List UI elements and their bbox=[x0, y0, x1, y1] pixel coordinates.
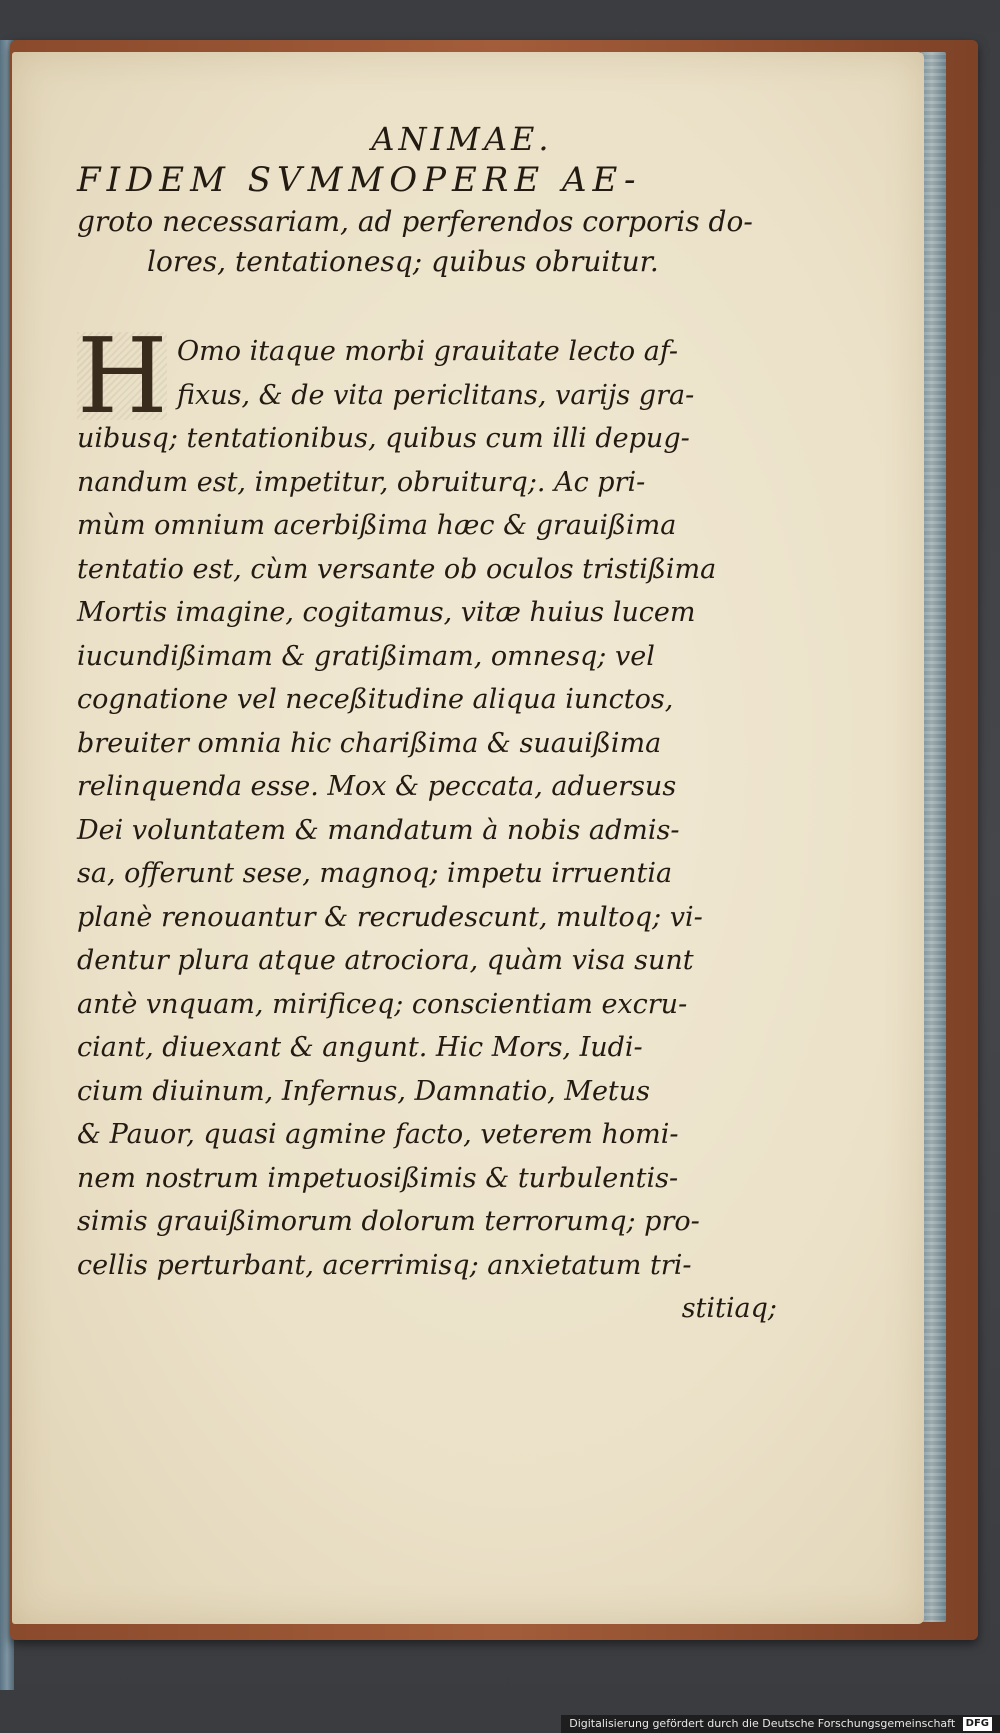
text-line: mùm omnium acerbißima hæc & grauißima bbox=[77, 510, 677, 541]
credit-text: Digitalisierung gefördert durch die Deutsche Forschungsgemeinschaft bbox=[569, 1717, 956, 1730]
text-line: cium diuinum, Infernus, Damnatio, Metus bbox=[77, 1075, 651, 1107]
text-line: antè vnquam, mirificeq; conscientiam excru- bbox=[77, 988, 688, 1020]
dfg-logo[interactable]: DFG bbox=[963, 1717, 992, 1731]
chapter-heading bbox=[77, 160, 777, 282]
page-content bbox=[77, 120, 777, 1330]
heading-line: groto necessariam, ad perferendos corporis do- bbox=[77, 205, 753, 238]
digitization-credit-bar bbox=[561, 1715, 1000, 1733]
catchword: stitiaq; bbox=[681, 1293, 777, 1324]
text-line: tentatio est, cùm versante ob oculos tristißima bbox=[77, 553, 717, 585]
body-text bbox=[77, 315, 777, 1330]
text-line: fixus, & de vita periclitans, varijs gra- bbox=[177, 379, 695, 411]
text-line: Dei voluntatem & mandatum à nobis admis- bbox=[77, 814, 680, 846]
text-line: iucundißimam & gratißimam, omnesq; vel bbox=[77, 640, 655, 672]
text-line: ciant, diuexant & angunt. Hic Mors, Iudi- bbox=[77, 1032, 643, 1063]
text-line: dentur plura atque atrociora, quàm visa sunt bbox=[77, 945, 694, 976]
heading-line: lores, tentationesq; quibus obruitur. bbox=[147, 245, 659, 278]
text-line: cellis perturbant, acerrimisq; anxietatum tri- bbox=[77, 1249, 692, 1281]
text-line: Omo itaque morbi grauitate lecto af- bbox=[177, 336, 679, 367]
text-line: breuiter omnia hic charißima & suauißima bbox=[77, 727, 662, 759]
text-line: uibusq; tentationibus, quibus cum illi depug- bbox=[77, 423, 690, 454]
text-line: nandum est, impetitur, obruiturq;. Ac pri- bbox=[77, 466, 646, 498]
text-line: sa, offerunt sese, magnoq; impetu irruentia bbox=[77, 858, 673, 889]
text-line: relinquenda esse. Mox & peccata, aduersus bbox=[77, 771, 677, 802]
heading-line bbox=[77, 160, 777, 202]
text-line: planè renouantur & recrudescunt, multoq; vi- bbox=[77, 901, 703, 933]
drop-cap: H bbox=[77, 315, 168, 437]
heading-caps: FIDEM SVMMOPERE AE- bbox=[77, 160, 642, 200]
text-line: & Pauor, quasi agmine facto, veterem homi- bbox=[77, 1119, 679, 1150]
book-page bbox=[12, 52, 924, 1624]
running-head: ANIMAE. bbox=[371, 120, 553, 158]
text-line: simis grauißimorum dolorum terrorumq; pro- bbox=[77, 1206, 700, 1237]
text-line: Mortis imagine, cogitamus, vitæ huius lucem bbox=[77, 597, 696, 628]
text-line: cognatione vel neceßitudine aliqua iunctos, bbox=[77, 684, 674, 715]
text-line: nem nostrum impetuosißimis & turbulentis- bbox=[77, 1162, 679, 1194]
